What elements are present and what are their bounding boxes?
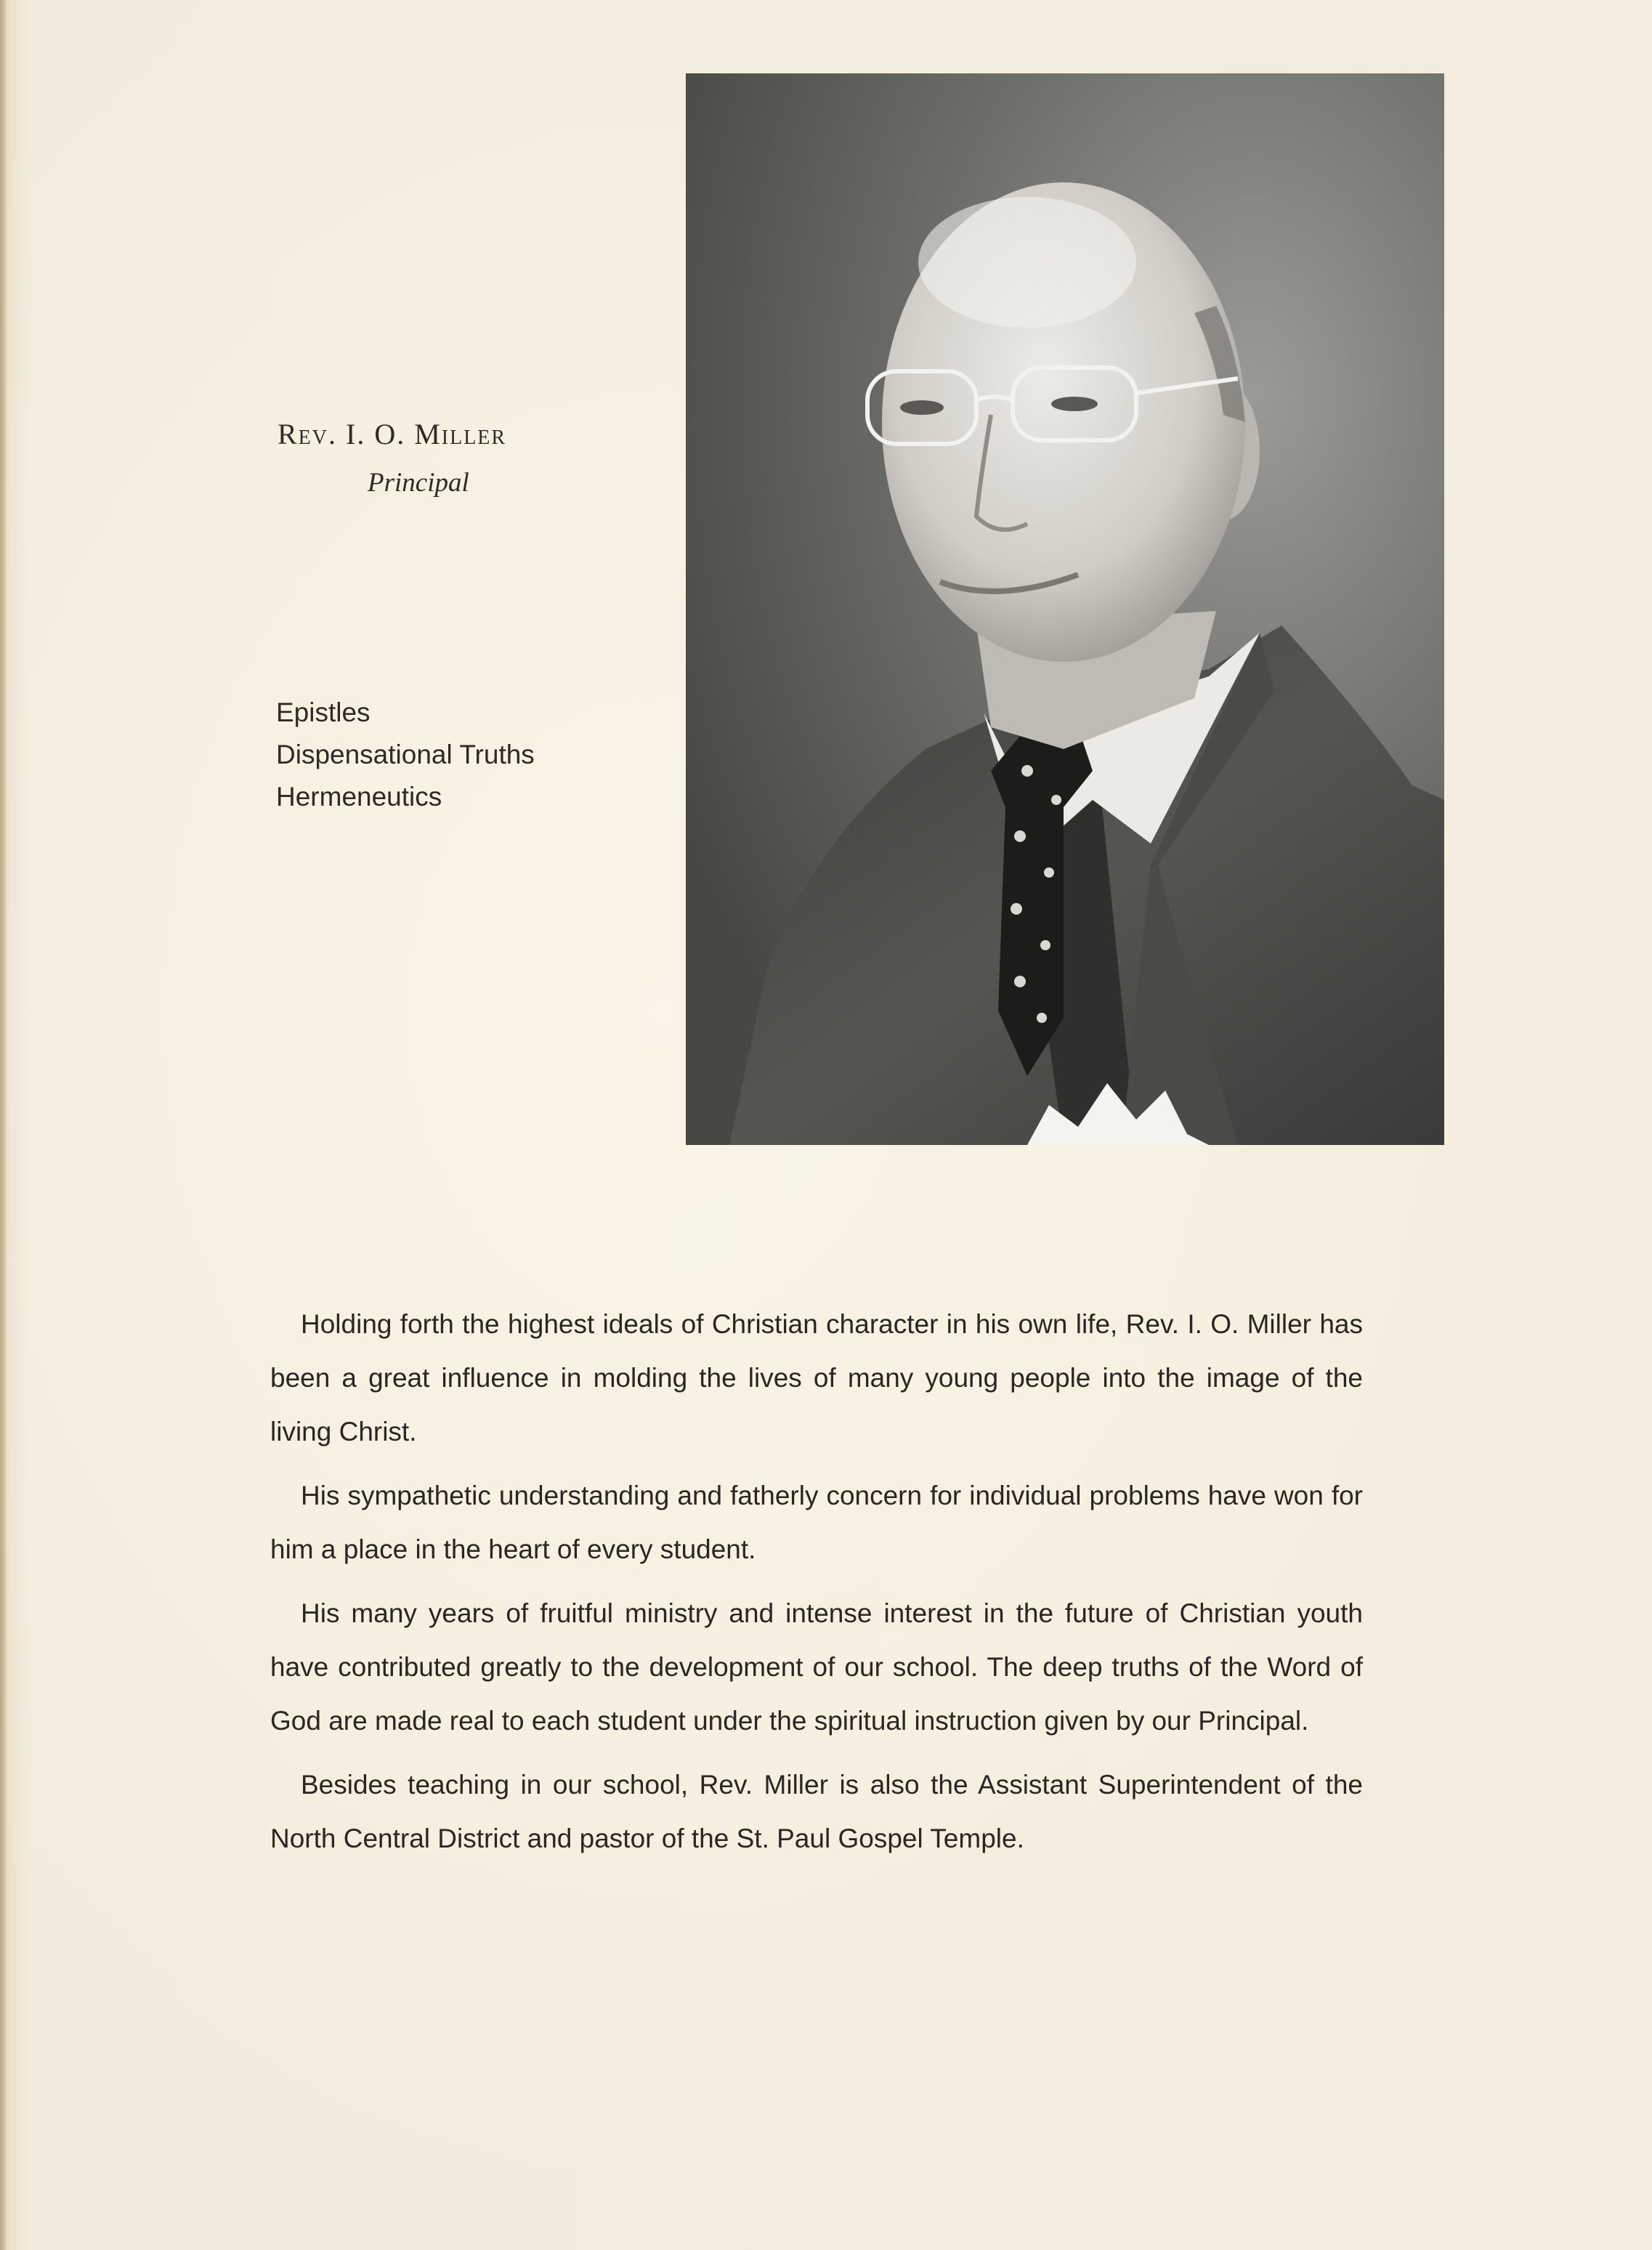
subject-item: Dispensational Truths (276, 740, 535, 769)
paragraph: His many years of fruitful ministry and intense interest in the future of Christian youth have contributed greatly to the development of our school. The deep truths of the Word of God are made real to each student under the spiritual instruction given by our Principal. (270, 1598, 1363, 1736)
portrait-illustration (686, 73, 1444, 1145)
paragraph: Holding forth the highest ideals of Christian character in his own life, Rev. I. O. Miller has been a great influence in molding the lives of many young people into the image of the living Christ. (270, 1309, 1363, 1446)
person-name: Rev. I. O. Miller (278, 418, 507, 450)
biography-text (270, 1298, 1363, 1876)
subjects-list (276, 692, 535, 818)
portrait-photo (686, 73, 1444, 1145)
person-role: Principal (368, 468, 469, 498)
portrait-caption (278, 417, 684, 498)
paragraph: Besides teaching in our school, Rev. Miller is also the Assistant Superintendent of the North Central District and pastor of the St. Paul Gospel Temple. (270, 1770, 1363, 1853)
subject-item: Hermeneutics (276, 782, 442, 812)
paragraph: His sympathetic understanding and fatherly concern for individual problems have won for him a place in the heart of every student. (270, 1481, 1363, 1564)
binding-edge (0, 0, 6, 2250)
subject-item: Epistles (276, 697, 371, 727)
